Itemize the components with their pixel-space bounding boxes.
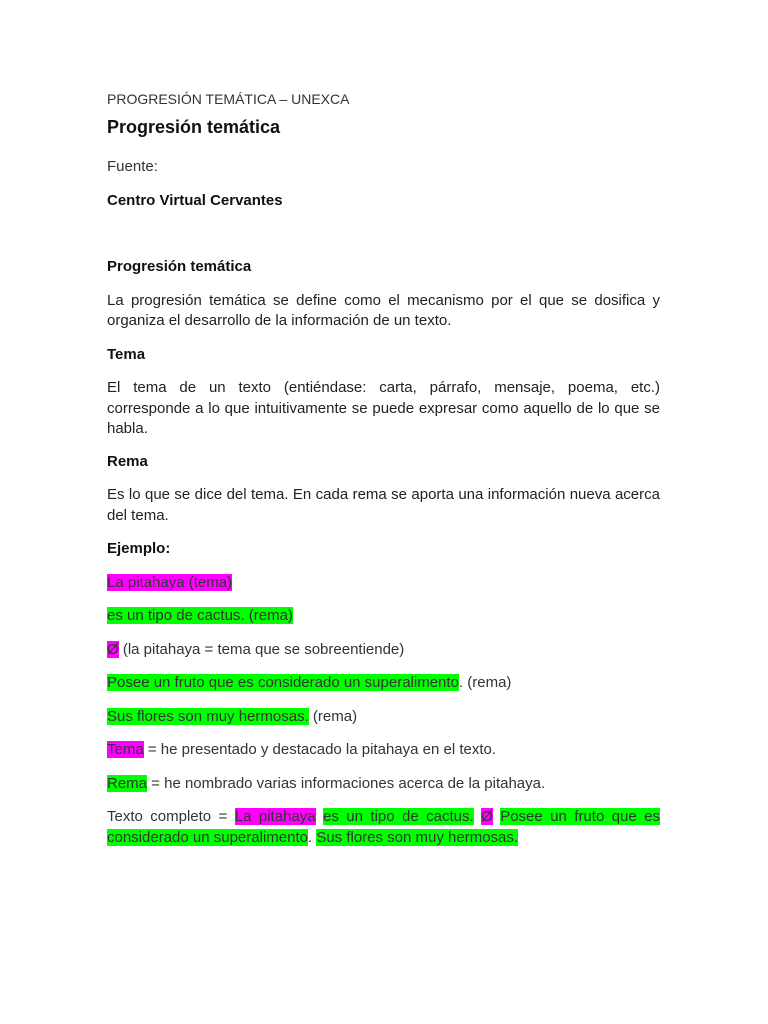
section-tema-body: El tema de un texto (entiéndase: carta, párrafo, mensaje, poema, etc.) corresponde a lo que intuitivamente se puede expresar como aquello de lo que se habla. <box>107 379 660 437</box>
rema-highlight: Sus flores son muy hermosas. <box>107 707 309 725</box>
tema-highlight: La pitahaya (tema) <box>107 573 233 591</box>
header-line: PROGRESIÓN TEMÁTICA – UNEXCA <box>107 91 350 107</box>
rema-highlight: es un tipo de cactus. (rema) <box>107 607 293 624</box>
complete-rema-highlight: Posee un fruto que es considerado un superalimento <box>107 808 661 846</box>
example-line-4-text: . (rema) <box>458 674 512 691</box>
complete-rema-highlight: Sus flores son muy hermosas. <box>316 828 519 846</box>
source-name: Centro Virtual Cervantes <box>107 191 283 209</box>
null-symbol-highlight: Ø <box>107 640 119 658</box>
example-line-3 <box>107 640 660 661</box>
rema-label-highlight: Rema <box>107 774 148 792</box>
example-line-6-text: = he presentado y destacado la pitahaya en el texto. <box>143 741 497 758</box>
complete-period: . <box>307 828 313 846</box>
section-rema-body: Es lo que se dice del tema. En cada rema se aporta una información nueva acerca del tema. <box>107 486 660 524</box>
document-page <box>107 90 660 848</box>
example-line-4 <box>107 673 660 694</box>
example-line-3-text: (la pitahaya = tema que se sobreentiende) <box>118 640 405 658</box>
example-heading: Ejemplo: <box>107 540 171 557</box>
section-rema-heading: Rema <box>107 452 148 470</box>
page-title: Progresión temática <box>107 117 281 137</box>
example-line-1 <box>107 573 660 594</box>
example-line-5-text: (rema) <box>308 707 358 725</box>
complete-null-symbol-highlight: Ø <box>481 808 493 825</box>
tema-label-highlight: Tema <box>107 741 144 758</box>
complete-rema-highlight: es un tipo de cactus. <box>323 808 474 825</box>
rema-highlight: Posee un fruto que es considerado un superalimento <box>107 674 459 691</box>
example-line-6 <box>107 740 660 761</box>
example-line-7-text: = he nombrado varias informaciones acerca de la pitahaya. <box>147 774 546 792</box>
section-progression-heading: Progresión temática <box>107 258 252 275</box>
section-progression-body: La progresión temática se define como el mecanismo por el que se dosifica y organiza el desarrollo de la información de un texto. <box>107 291 660 329</box>
complete-text-label: Texto completo = <box>107 808 235 825</box>
source-label: Fuente: <box>107 158 158 175</box>
example-line-2 <box>107 606 660 627</box>
complete-tema-highlight: La pitahaya <box>234 808 316 825</box>
section-tema-heading: Tema <box>107 345 146 363</box>
example-line-5 <box>107 707 660 728</box>
example-line-7 <box>107 774 660 795</box>
complete-text-paragraph <box>107 807 660 848</box>
